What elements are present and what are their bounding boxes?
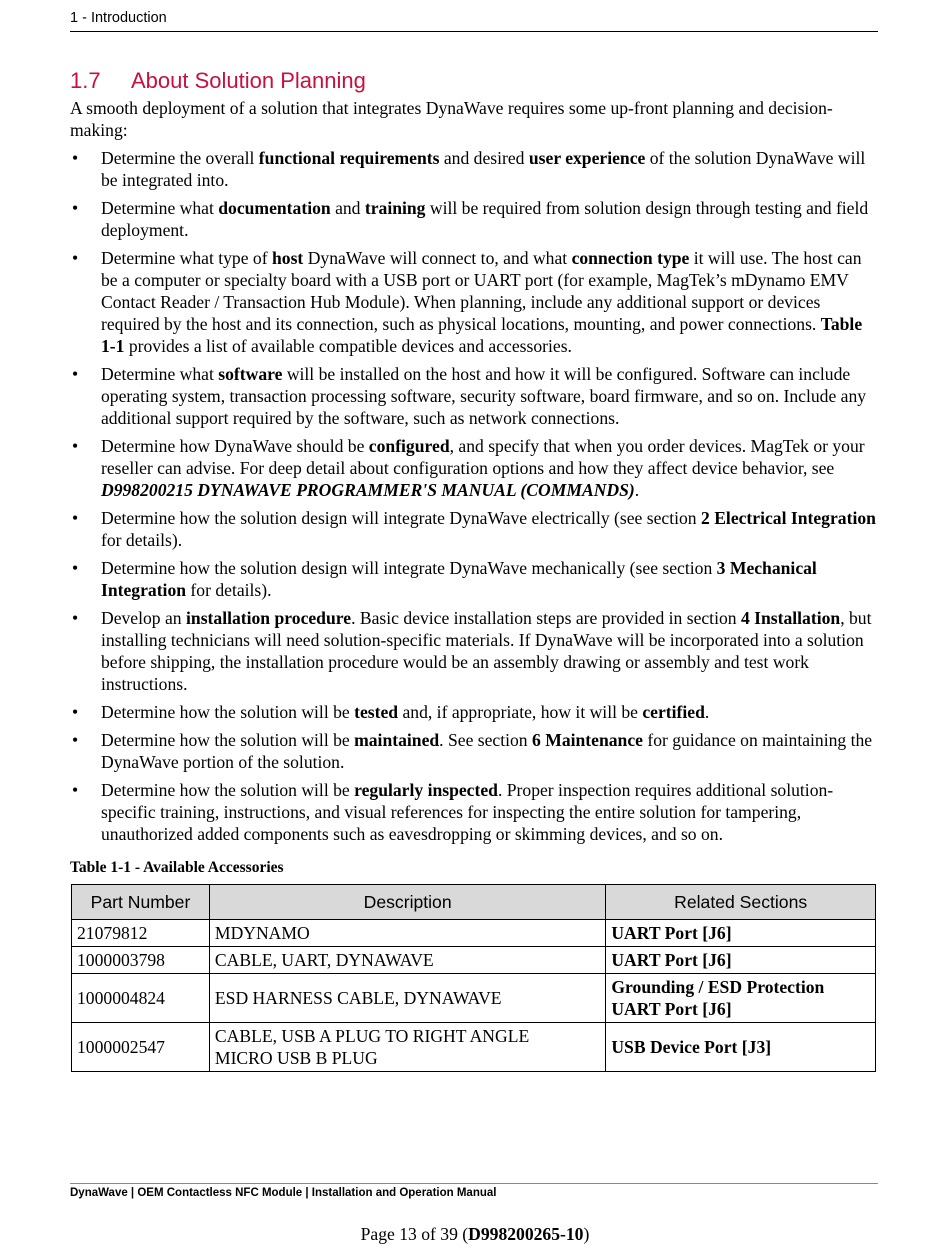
part-number-cell: 1000004824 xyxy=(72,974,210,1023)
section-heading xyxy=(70,66,366,96)
part-number-cell: 1000002547 xyxy=(72,1023,210,1072)
page-suffix: ) xyxy=(583,1224,590,1244)
bullet-emphasis: user experience xyxy=(528,148,646,168)
bullet-dot-icon: • xyxy=(72,198,79,218)
table-row xyxy=(72,947,876,974)
part-number-cell: 21079812 xyxy=(72,920,210,947)
bullet-item xyxy=(70,729,878,773)
bullet-item xyxy=(70,701,878,723)
bullet-dot-icon: • xyxy=(72,436,79,456)
footer-divider xyxy=(70,1183,878,1184)
bullet-dot-icon: • xyxy=(72,702,79,722)
section-title: About Solution Planning xyxy=(131,68,366,93)
related-sections-cell xyxy=(606,974,876,1023)
bullet-text: Develop an xyxy=(101,608,187,628)
description-cell xyxy=(209,947,605,974)
description-line: CABLE, UART, DYNAWAVE xyxy=(214,950,434,970)
bullet-text: and xyxy=(330,198,365,218)
bullet-emphasis: documentation xyxy=(218,198,331,218)
part-number-cell: 1000003798 xyxy=(72,947,210,974)
bullet-dot-icon: • xyxy=(72,558,79,578)
bullet-text: Determine what xyxy=(101,364,219,384)
bullet-text: will be installed on the host and how it will be configured. Software can include operating system, transaction processing software, security software, board firmware, and so on. Include any additional support required by the software, such as network connections. xyxy=(101,364,867,428)
bullet-text: Determine how the solution will be xyxy=(101,702,355,722)
related-sections-cell xyxy=(606,947,876,974)
bullet-emphasis: training xyxy=(364,198,426,218)
footer-text: DynaWave | OEM Contactless NFC Module | Installation and Operation Manual xyxy=(70,1187,497,1199)
related-section-line: UART Port [J6] xyxy=(611,923,732,943)
bullet-dot-icon: • xyxy=(72,730,79,750)
related-section-line: USB Device Port [J3] xyxy=(611,1037,772,1057)
intro-paragraph: A smooth deployment of a solution that integrates DynaWave requires some up-front planning and decision-making: xyxy=(70,98,833,140)
bullet-dot-icon: • xyxy=(72,248,79,268)
bullet-text: for details). xyxy=(186,580,272,600)
page-header xyxy=(70,8,878,32)
bullet-text: will be required from solution design through testing and field deployment. xyxy=(101,198,869,240)
description-cell xyxy=(209,1023,605,1072)
related-section-line: UART Port [J6] xyxy=(611,999,732,1019)
bullet-emphasis: functional requirements xyxy=(258,148,440,168)
bullet-item xyxy=(70,247,878,357)
table-row xyxy=(72,920,876,947)
description-cell xyxy=(209,974,605,1023)
page-number xyxy=(0,1223,950,1245)
bullet-emphasis: 3 Mechanical Integration xyxy=(101,558,817,600)
bullet-dot-icon: • xyxy=(72,508,79,528)
bullet-text: Determine how the solution will be xyxy=(101,780,355,800)
bullet-text: . See section xyxy=(439,730,533,750)
bullet-text: , but installing technicians will need solution-specific materials. If DynaWave will be incorporated into a solution before shipping, the installation procedure would be an assembly drawing or assembly and test work instructions. xyxy=(101,608,872,694)
bullet-emphasis: host xyxy=(272,248,304,268)
bullet-item xyxy=(70,507,878,551)
bullet-emphasis: 2 Electrical Integration xyxy=(701,508,876,528)
bullet-emphasis: connection type xyxy=(571,248,690,268)
table-caption: Table 1-1 - Available Accessories xyxy=(70,859,284,876)
description-line: MDYNAMO xyxy=(214,923,310,943)
header-related-sections: Related Sections xyxy=(606,885,876,920)
bullet-item xyxy=(70,363,878,429)
related-sections-cell xyxy=(606,1023,876,1072)
bullet-item xyxy=(70,607,878,695)
bullet-dot-icon: • xyxy=(72,780,79,800)
bullet-text: Determine how DynaWave should be xyxy=(101,436,369,456)
table-row xyxy=(72,1023,876,1072)
bullet-emphasis: certified xyxy=(642,702,705,722)
bullet-text: Determine what type of xyxy=(101,248,272,268)
bullet-dot-icon: • xyxy=(72,608,79,628)
bullet-text: and, if appropriate, how it will be xyxy=(398,702,643,722)
related-section-line: Grounding / ESD Protection xyxy=(611,977,825,997)
bullet-text: and desired xyxy=(439,148,529,168)
bullet-text: . Basic device installation steps are provided in section xyxy=(351,608,741,628)
doc-number: D998200265-10 xyxy=(468,1224,584,1244)
bullet-item xyxy=(70,197,878,241)
related-section-line: UART Port [J6] xyxy=(611,950,732,970)
bullet-dot-icon: • xyxy=(72,148,79,168)
description-line: ESD HARNESS CABLE, DYNAWAVE xyxy=(214,988,502,1008)
bullet-emphasis: tested xyxy=(354,702,399,722)
bullet-text: it will use. The host can be a computer or specialty board with a USB port or UART port (for example, MagTek’s mDynamo EMV Contact Reader / Transaction Hub Module). When planning, include any additional support or devices required by the host and its connection, such as physical locations, mounting, and power connections. xyxy=(101,248,862,334)
bullet-emphasis: 6 Maintenance xyxy=(532,730,643,750)
bullet-text: provides a list of available compatible devices and accessories. xyxy=(124,336,572,356)
page-prefix: Page 13 of 39 ( xyxy=(360,1224,469,1244)
planning-bullet-list xyxy=(70,147,878,845)
bullet-text: for guidance on maintaining the DynaWave portion of the solution. xyxy=(101,730,873,772)
bullet-text: Determine how the solution will be xyxy=(101,730,355,750)
description-cell xyxy=(209,920,605,947)
bullet-dot-icon: • xyxy=(72,364,79,384)
table-body xyxy=(72,920,876,1072)
bullet-text: . xyxy=(704,702,710,722)
bullet-item xyxy=(70,779,878,845)
related-sections-cell xyxy=(606,920,876,947)
description-line: CABLE, USB A PLUG TO RIGHT ANGLE xyxy=(214,1026,530,1046)
header-breadcrumb: 1 - Introduction xyxy=(70,10,167,26)
bullet-text: . Proper inspection requires additional solution-specific training, instructions, and visual references for inspecting the entire solution for tampering, unauthorized added components such as eavesdropping or skimming devices, and so on. xyxy=(101,780,834,844)
bullet-emphasis: maintained xyxy=(354,730,440,750)
bullet-text: for details). xyxy=(101,530,183,550)
bullet-text: Determine what xyxy=(101,198,219,218)
description-line: MICRO USB B PLUG xyxy=(214,1048,378,1068)
bullet-emphasis: configured xyxy=(368,436,450,456)
bullet-item xyxy=(70,147,878,191)
bullet-emphasis: 4 Installation xyxy=(740,608,841,628)
bullet-text: , and specify that when you order devices. MagTek or your reseller can advise. For deep detail about configuration options and how they affect device behavior, see xyxy=(101,436,865,478)
bullet-text: Determine how the solution design will integrate DynaWave mechanically (see section xyxy=(101,558,717,578)
bullet-emphasis: D998200215 DYNAWAVE PROGRAMMER'S MANUAL (COMMANDS) xyxy=(101,480,635,500)
bullet-emphasis: regularly inspected xyxy=(354,780,498,800)
bullet-item xyxy=(70,557,878,601)
bullet-text: of the solution DynaWave will be integrated into. xyxy=(101,148,866,190)
bullet-text: . xyxy=(634,480,640,500)
bullet-text: Determine how the solution design will integrate DynaWave electrically (see section xyxy=(101,508,701,528)
section-number: 1.7 xyxy=(70,68,101,93)
bullet-text: Determine the overall xyxy=(101,148,259,168)
main-content xyxy=(70,97,878,1072)
accessories-table xyxy=(71,884,876,1072)
header-part-number: Part Number xyxy=(72,885,210,920)
bullet-emphasis: Table 1-1 xyxy=(101,314,863,356)
bullet-text: DynaWave will connect to, and what xyxy=(303,248,572,268)
bullet-emphasis: software xyxy=(218,364,283,384)
table-row xyxy=(72,974,876,1023)
table-header-row xyxy=(72,885,876,920)
header-description: Description xyxy=(209,885,605,920)
bullet-item xyxy=(70,435,878,501)
bullet-emphasis: installation procedure xyxy=(186,608,352,628)
